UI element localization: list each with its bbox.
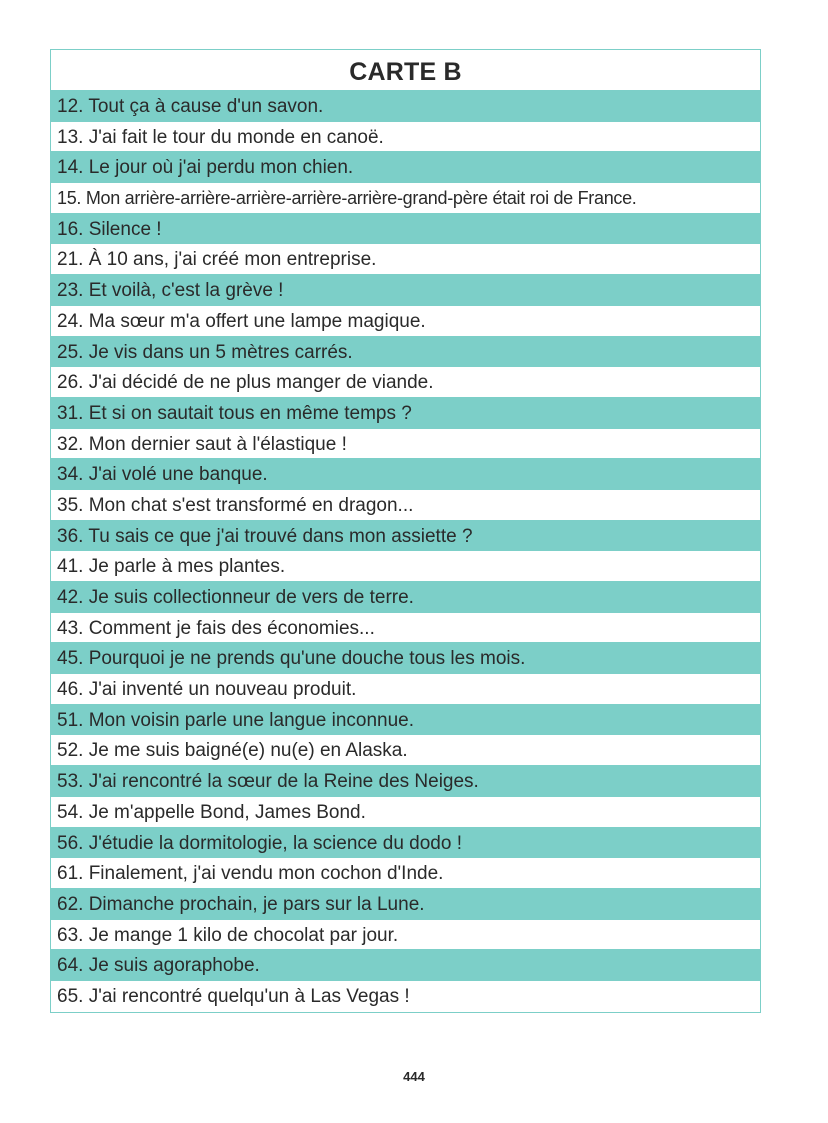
list-item: 61. Finalement, j'ai vendu mon cochon d'Inde. (51, 858, 760, 889)
list-item: 14. Le jour où j'ai perdu mon chien. (51, 152, 760, 183)
list-item: 15. Mon arrière-arrière-arrière-arrière-arrière-grand-père était roi de France. (51, 183, 760, 214)
list-item: 41. Je parle à mes plantes. (51, 551, 760, 582)
list-item: 12. Tout ça à cause d'un savon. (51, 91, 760, 122)
list-item: 62. Dimanche prochain, je pars sur la Lune. (51, 889, 760, 920)
list-item: 21. À 10 ans, j'ai créé mon entreprise. (51, 244, 760, 275)
list-item: 16. Silence ! (51, 214, 760, 245)
list-item: 25. Je vis dans un 5 mètres carrés. (51, 337, 760, 368)
list-item: 63. Je mange 1 kilo de chocolat par jour. (51, 920, 760, 951)
list-item: 43. Comment je fais des économies... (51, 613, 760, 644)
list-item: 26. J'ai décidé de ne plus manger de viande. (51, 367, 760, 398)
list-item: 64. Je suis agoraphobe. (51, 950, 760, 981)
list-item: 53. J'ai rencontré la sœur de la Reine des Neiges. (51, 766, 760, 797)
card-title: CARTE B (51, 50, 760, 91)
card-b-table (50, 49, 761, 1013)
list-item: 24. Ma sœur m'a offert une lampe magique. (51, 306, 760, 337)
list-item: 34. J'ai volé une banque. (51, 459, 760, 490)
page-number: 444 (403, 1069, 425, 1084)
list-item: 56. J'étudie la dormitologie, la science du dodo ! (51, 828, 760, 859)
list-item: 35. Mon chat s'est transformé en dragon... (51, 490, 760, 521)
list-item: 65. J'ai rencontré quelqu'un à Las Vegas ! (51, 981, 760, 1012)
list-item: 32. Mon dernier saut à l'élastique ! (51, 429, 760, 460)
list-item: 54. Je m'appelle Bond, James Bond. (51, 797, 760, 828)
list-item: 36. Tu sais ce que j'ai trouvé dans mon assiette ? (51, 521, 760, 552)
list-item: 23. Et voilà, c'est la grève ! (51, 275, 760, 306)
list-item: 46. J'ai inventé un nouveau produit. (51, 674, 760, 705)
list-item: 52. Je me suis baigné(e) nu(e) en Alaska. (51, 735, 760, 766)
list-item: 13. J'ai fait le tour du monde en canoë. (51, 122, 760, 153)
list-item: 45. Pourquoi je ne prends qu'une douche tous les mois. (51, 643, 760, 674)
list-item: 42. Je suis collectionneur de vers de terre. (51, 582, 760, 613)
list-item: 51. Mon voisin parle une langue inconnue. (51, 705, 760, 736)
list-item: 31. Et si on sautait tous en même temps ? (51, 398, 760, 429)
